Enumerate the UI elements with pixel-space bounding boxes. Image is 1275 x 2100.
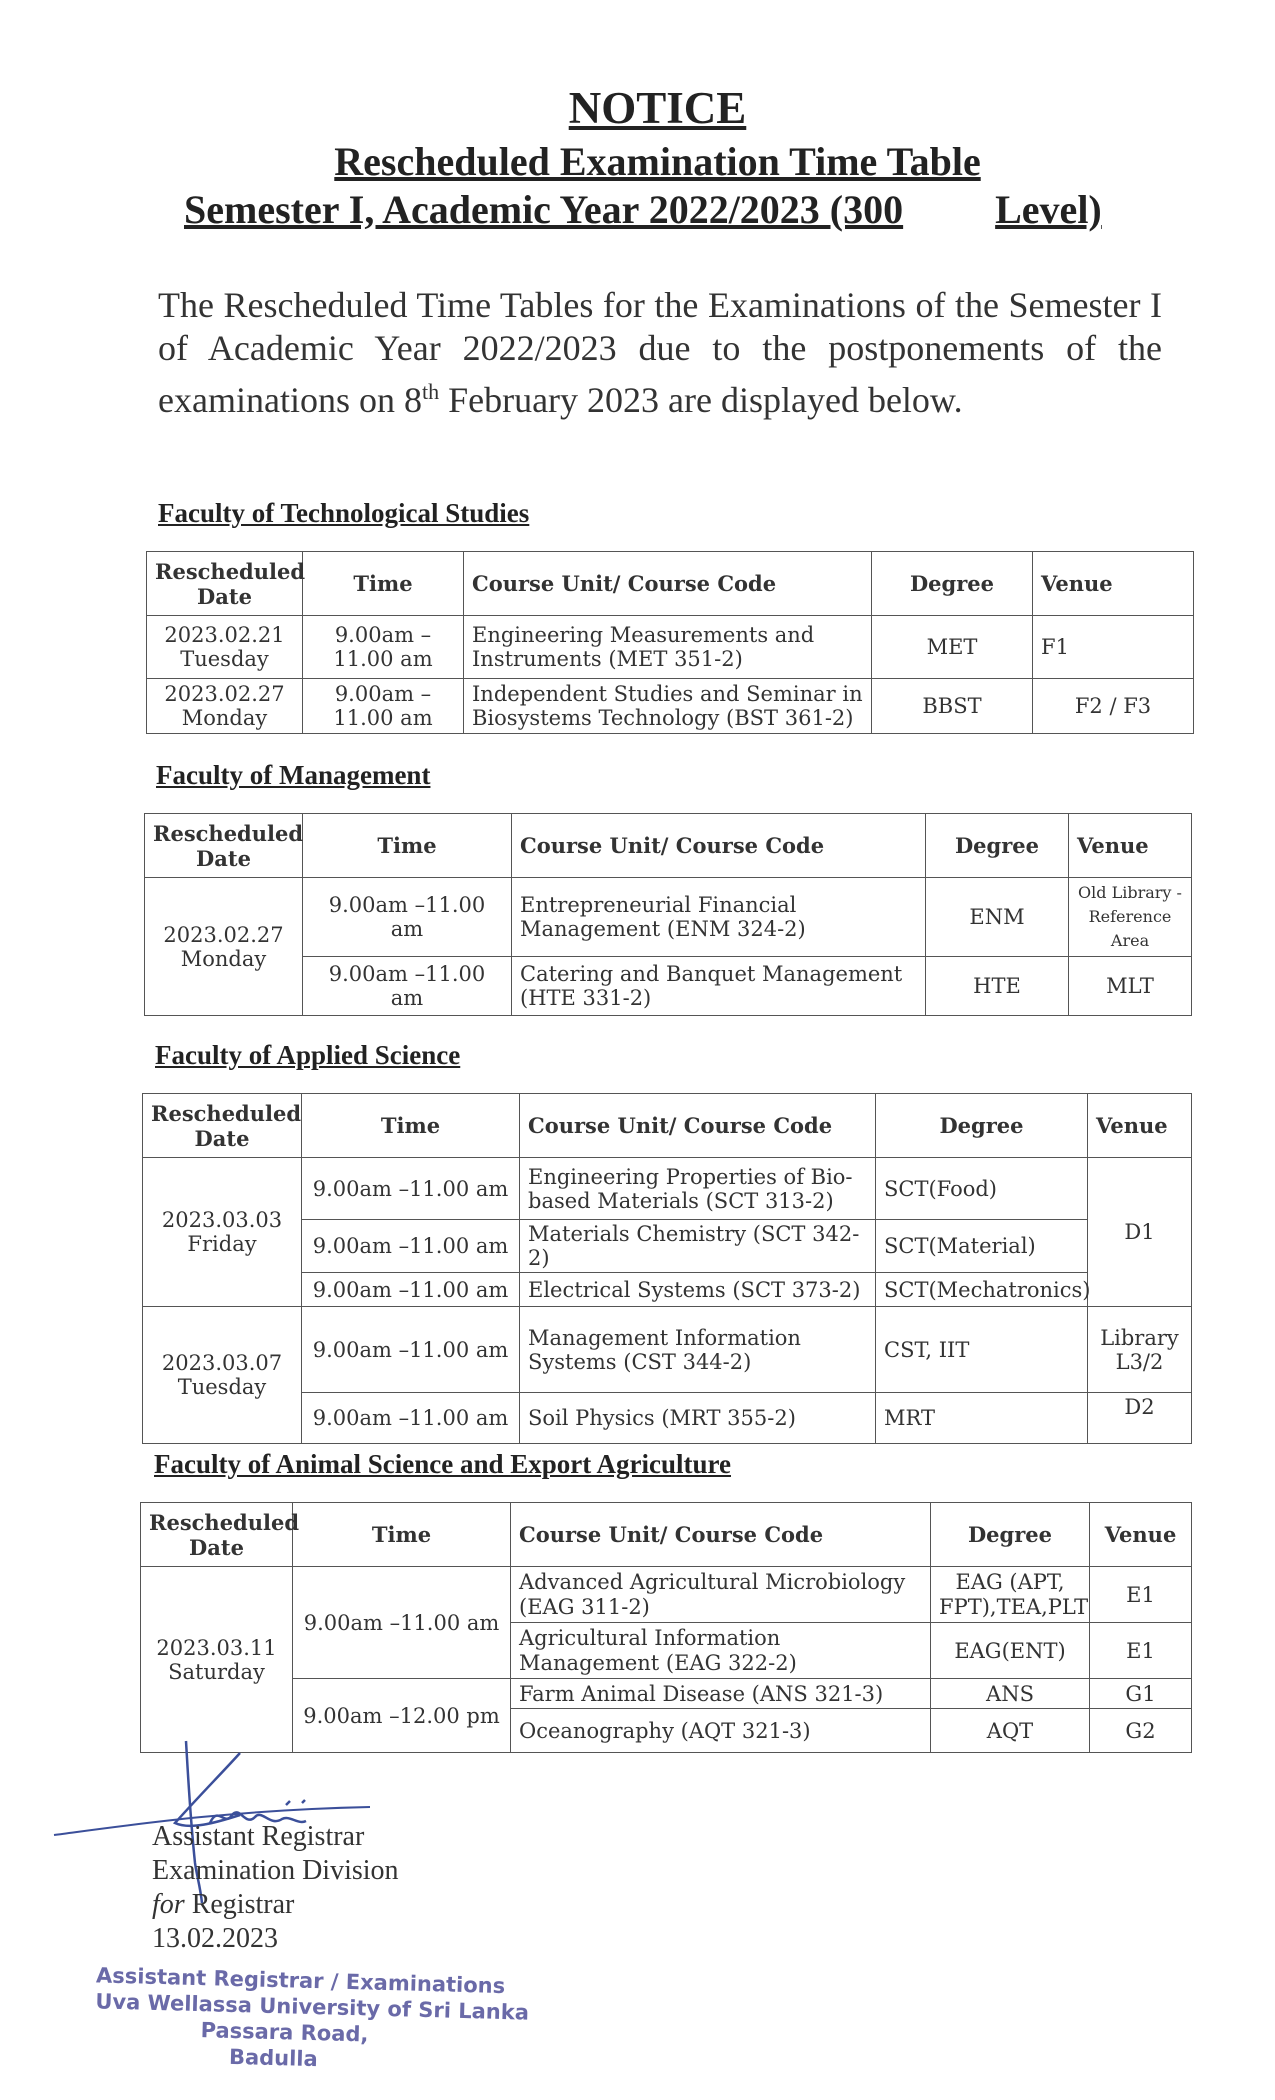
semester-title: Semester I, Academic Year 2022/2023 (300 Level) [184,187,1102,232]
signatory-division: Examination Division [152,1855,399,1886]
degree-cell: SCT(Material) [876,1220,1088,1273]
time-cell: 9.00am –11.00 am [302,1393,520,1444]
date-cell: 2023.03.11 Saturday [141,1567,293,1753]
venue-cell: Old Library - Reference Area [1069,878,1192,957]
date-cell: 2023.03.07 Tuesday [143,1307,302,1444]
table-row [143,1158,1192,1220]
signature-date: 13.02.2023 [152,1923,278,1954]
notice-title: NOTICE [568,83,747,133]
course-cell: Electrical Systems (SCT 373-2) [520,1273,876,1307]
col-time: Time [302,1094,520,1158]
course-cell: Engineering Properties of Bio-based Materials (SCT 313-2) [520,1158,876,1220]
degree-cell: EAG(ENT) [931,1623,1090,1679]
timetable-animal-science [140,1502,1192,1753]
time-cell: 9.00am –11.00 am [293,1567,511,1679]
col-course: Course Unit/ Course Code [464,552,872,616]
time-cell: 9.00am –12.00 pm [293,1679,511,1753]
degree-cell: BBST [872,679,1033,734]
degree-cell: MET [872,616,1033,679]
date-cell: 2023.02.21 Tuesday [147,616,303,679]
date-cell: 2023.02.27 Monday [145,878,303,1016]
col-date: Rescheduled Date [143,1094,302,1158]
time-cell: 9.00am –11.00 am [302,1220,520,1273]
degree-cell: HTE [926,957,1069,1016]
col-time: Time [293,1503,511,1567]
degree-cell: EAG (APT, FPT),TEA,PLT [931,1567,1090,1623]
venue-cell: F2 / F3 [1033,679,1194,734]
venue-cell: G1 [1090,1679,1192,1709]
col-time: Time [303,552,464,616]
degree-cell: SCT(Mechatronics) [876,1273,1088,1307]
col-degree: Degree [931,1503,1090,1567]
col-venue: Venue [1088,1094,1192,1158]
venue-cell: MLT [1069,957,1192,1016]
venue-cell: F1 [1033,616,1194,679]
degree-cell: CST, IIT [876,1307,1088,1393]
col-course: Course Unit/ Course Code [520,1094,876,1158]
course-cell: Independent Studies and Seminar in Biosystems Technology (BST 361-2) [464,679,872,734]
time-cell: 9.00am –11.00 am [302,1158,520,1220]
date-cell: 2023.02.27 Monday [147,679,303,734]
signature-block [152,1820,399,1956]
col-date: Rescheduled Date [145,814,303,878]
venue-cell: D2 [1088,1393,1192,1444]
course-cell: Agricultural Information Management (EAG 322-2) [511,1623,931,1679]
course-cell: Oceanography (AQT 321-3) [511,1709,931,1753]
course-cell: Farm Animal Disease (ANS 321-3) [511,1679,931,1709]
col-course: Course Unit/ Course Code [512,814,926,878]
venue-cell: D1 [1088,1158,1192,1307]
faculty-heading: Faculty of Technological Studies [158,498,530,528]
table-row [145,878,1192,957]
time-cell: 9.00am –11.00 am [302,1273,520,1307]
time-cell: 9.00am –11.00 am [303,616,464,679]
signatory-for: for Registrar [152,1889,295,1920]
degree-cell: AQT [931,1709,1090,1753]
col-date: Rescheduled Date [147,552,303,616]
time-cell: 9.00am –11.00 am [303,878,512,957]
course-cell: Catering and Banquet Management (HTE 331-2) [512,957,926,1016]
col-degree: Degree [876,1094,1088,1158]
faculty-heading: Faculty of Animal Science and Export Agriculture [154,1449,731,1479]
table-row [141,1679,1192,1709]
time-cell: 9.00am –11.00 am [303,957,512,1016]
time-cell: 9.00am –11.00 am [302,1307,520,1393]
table-row [147,679,1194,734]
col-venue: Venue [1090,1503,1192,1567]
signatory-title: Assistant Registrar [152,1821,365,1852]
col-degree: Degree [872,552,1033,616]
timetable-title: Rescheduled Examination Time Table [334,139,981,184]
course-cell: Soil Physics (MRT 355-2) [520,1393,876,1444]
venue-cell: G2 [1090,1709,1192,1753]
course-cell: Entrepreneurial Financial Management (ENM 324-2) [512,878,926,957]
time-cell: 9.00am –11.00 am [303,679,464,734]
table-row [141,1567,1192,1623]
intro-paragraph: The Rescheduled Time Tables for the Examinations of the Semester I of Academic Year 2022/2023 due to the postponements of the examinations on 8th February 2023 are displayed below. [158,285,1162,420]
col-course: Course Unit/ Course Code [511,1503,931,1567]
degree-cell: SCT(Food) [876,1158,1088,1220]
table-row [143,1307,1192,1393]
degree-cell: MRT [876,1393,1088,1444]
course-cell: Advanced Agricultural Microbiology (EAG 311-2) [511,1567,931,1623]
venue-cell: E1 [1090,1567,1192,1623]
table-row [147,616,1194,679]
degree-cell: ANS [931,1679,1090,1709]
date-cell: 2023.03.03 Friday [143,1158,302,1307]
course-cell: Materials Chemistry (SCT 342-2) [520,1220,876,1273]
col-venue: Venue [1033,552,1194,616]
venue-cell: E1 [1090,1623,1192,1679]
col-venue: Venue [1069,814,1192,878]
official-stamp: Assistant Registrar / Examinations Uva Wellassa University of Sri Lanka Passara Road, Badulla [95,1963,530,2072]
col-time: Time [303,814,512,878]
col-date: Rescheduled Date [141,1503,293,1567]
timetable-management [144,813,1192,1016]
degree-cell: ENM [926,878,1069,957]
table-row [145,957,1192,1016]
timetable-technological [146,551,1194,734]
timetable-applied-science [142,1093,1192,1444]
faculty-heading: Faculty of Applied Science [155,1040,461,1070]
faculty-heading: Faculty of Management [156,760,431,790]
course-cell: Engineering Measurements and Instruments (MET 351-2) [464,616,872,679]
course-cell: Management Information Systems (CST 344-2) [520,1307,876,1393]
venue-cell: Library L3/2 [1088,1307,1192,1393]
col-degree: Degree [926,814,1069,878]
